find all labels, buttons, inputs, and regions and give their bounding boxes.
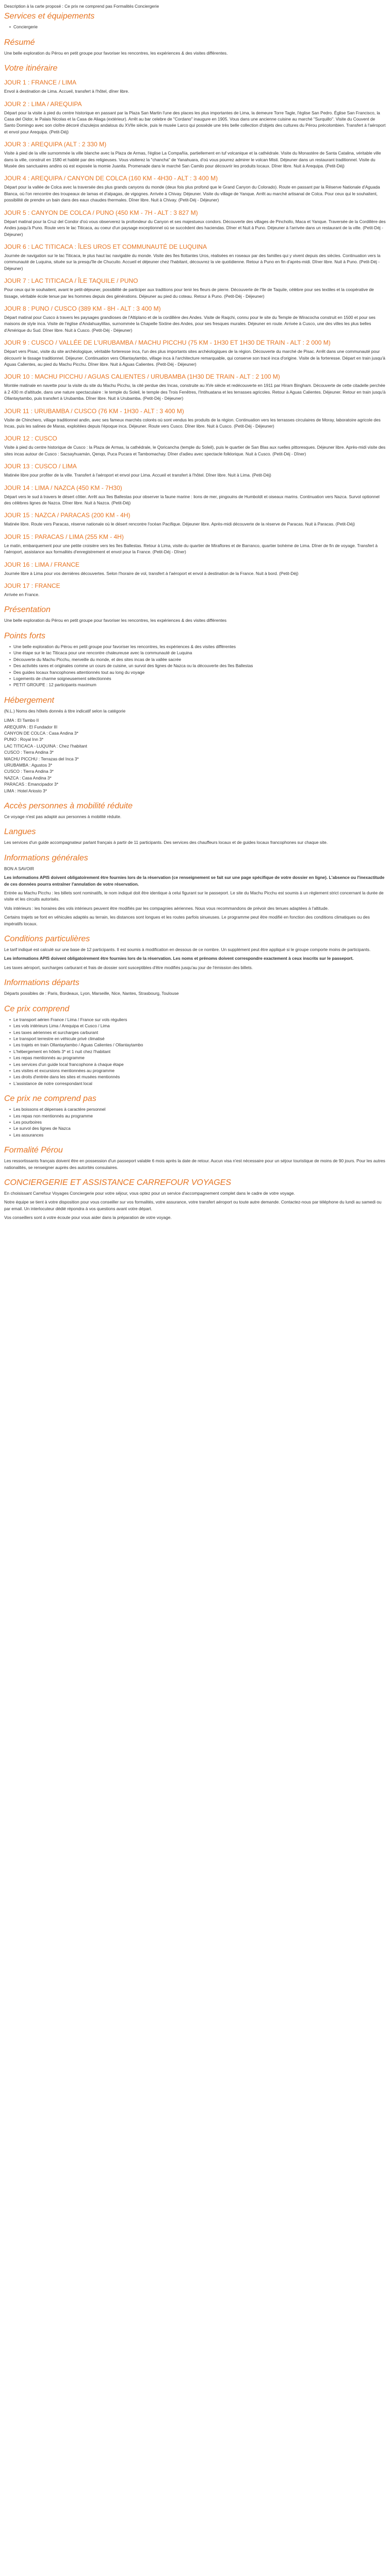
services-list — [4, 24, 387, 30]
departs-section — [4, 978, 387, 996]
prix-ne-comprend-section — [4, 1094, 387, 1138]
points-forts-item: • Une étape sur le lac Titicaca pour une rencontre chaleureuse avec la communauté de Luquina — [9, 650, 387, 656]
departs-text: Départs possibles de : Paris, Bordeaux, Lyon, Marseille, Nice, Nantes, Strasbourg, Toulouse — [4, 991, 179, 996]
services-title: Services et équipements — [4, 12, 95, 21]
day-block — [4, 561, 387, 577]
day-block — [4, 463, 387, 478]
day-title: JOUR 1 : FRANCE / LIMA — [4, 79, 77, 87]
infos-voyage-paragraphs — [4, 955, 387, 971]
hotel-item: LAC TITICACA - LUQUINA : Chez l'habitant — [4, 743, 87, 749]
resume-section — [4, 38, 387, 56]
conciergerie-paragraph: En choisissant Carrefour Voyages Conciergerie pour votre séjour, vous optez pour un service d'accompagnement complet dans le cadre de votre voyage. — [4, 1191, 295, 1196]
day-block — [4, 373, 387, 401]
prix-ne-comprend-item: • Les pourboires — [9, 1119, 387, 1125]
prix-comprend-item: • Les visites et excursions mentionnées au programme — [9, 1067, 387, 1074]
day-title: JOUR 3 : AREQUIPA (ALT : 2 330 M) — [4, 141, 107, 148]
infos-generales-paragraph: Vols intérieurs : les horaires des vols intérieurs peuvent être modifiés par les compagnies aériennes. Nous vous recommandons de prévoir des tenues adaptées à l'altitude. — [4, 905, 329, 911]
day-block — [4, 100, 387, 135]
day-block — [4, 175, 387, 203]
prix-comprend-section — [4, 1004, 387, 1087]
day-block — [4, 484, 387, 506]
page — [0, 0, 391, 1221]
day-text: Matinée libre. Route vers Paracas, réserve nationale où le désert rencontre l'océan Pacifique. Déjeuner libre. Après-midi découverte de la réserve de Paracas. Nuit à Paracas. (Petit-Déj) — [4, 521, 355, 527]
conciergerie-section — [4, 1178, 387, 1221]
day-text: Pour ceux qui le souhaitent, avant le petit-déjeuner, possibilité de participer aux traditions pour tenir les fleurs de pierre. Découverte de l'île de Taquile, célèbre pour ses textiles et la coopérative de tissage, véritable école tenue par les hommes depuis des générations. Déjeuner au pied du coteau. Retour à Puno. (Petit-Déj - Déjeuner) — [4, 287, 374, 299]
day-text: Envol à destination de Lima. Accueil, transfert à l'hôtel, dîner libre. — [4, 89, 129, 94]
day-block — [4, 582, 387, 598]
day-block — [4, 209, 387, 238]
points-forts-section — [4, 631, 387, 688]
prix-comprend-item: • Les services d'un guide local francophone à chaque étape — [9, 1061, 387, 1067]
infos-generales-paragraphs — [4, 874, 387, 927]
prix-comprend-item: • Le transport terrestre en véhicule privé climatisé — [9, 1036, 387, 1042]
points-forts-item: • Une belle exploration du Pérou en petit groupe pour favoriser les rencontres, les expériences & des visites différentes — [9, 643, 387, 650]
day-title: JOUR 8 : PUNO / CUSCO (389 KM - 8H - ALT : 3 400 M) — [4, 304, 161, 312]
prix-comprend-item: • Les trajets en train Ollantaytambo / Aguas Calientes / Ollantaytambo — [9, 1042, 387, 1048]
day-title: JOUR 12 : CUSCO — [4, 435, 57, 443]
formalites-title: Formalité Pérou — [4, 1146, 63, 1155]
day-text: Départ pour la visite à pied du centre historique en passant par la Plaza San Martin l'une des places les plus importantes de Lima, la demeure Torre Tagle, l'église San Pedro. Église San Francisco, la Casa del Oidor, le Palais Nicolas et la Casa de Aliaga (extérieur). Arrêt au bar celebre de "Cordano" inaugure en 1905. Vous dans une ancienne cuisine au marché "Surquillo". Visite du Couvent de Santo Domingo avec son cloître décoré d'azulejos andalous du XVIIe siècle, puis le musée Larco qui possède une très belle collection d'objets des cultures du Pérou précolombien. Transfert à l'aéroport et envol pour Arequipa. (Petit-Déj) — [4, 110, 386, 134]
day-title: JOUR 2 : LIMA / AREQUIPA — [4, 100, 82, 108]
day-text: Départ vers le sud à travers le désert côtier. Arrêt aux îles Ballestas pour observer la faune marine : lions de mer, pingouins de Humboldt et oiseaux marins. Continuation vers Nazca. Survol optionnel des célèbres lignes de Nazca. Dîner libre. Nuit à Nazca. (Petit-Déj) — [4, 494, 380, 506]
day-text: Le matin, embarquement pour une petite croisière vers les îles Ballestas. Retour à Lima, visite du quartier de Miraflores et de Barranco, quartier bohème de Lima. Dîner de fin de voyage. Transfert à l'aéroport, assistance aux formalités d'enregistrement et envol pour la France. (Petit-Déj - Dîner) — [4, 543, 378, 555]
day-title: JOUR 7 : LAC TITICACA / ÎLE TAQUILE / PUNO — [4, 277, 138, 285]
prix-comprend-item: • Les vols intérieurs Lima / Arequipa et Cusco / Lima — [9, 1023, 387, 1029]
prix-ne-comprend-item: • Les repas non mentionnés au programme — [9, 1113, 387, 1119]
mobilite-text: Ce voyage n'est pas adapté aux personnes à mobilité réduite. — [4, 814, 122, 819]
day-block — [4, 435, 387, 457]
points-forts-list — [4, 643, 387, 688]
day-text: Matinée libre pour profiter de la ville. Transfert à l'aéroport et envol pour Lima. Accueil et transfert à l'hôtel. Dîner libre. Nuit à Lima. (Petit-Déj) — [4, 472, 271, 478]
day-text: Départ vers Pisac, visite du site archéologique, véritable forteresse inca, l'un des plus importants sites archéologiques de la région. Découverte du marché de Pisac. Arrêt dans une communauté pour découvrir le tissage traditionnel. Déjeuner. Continuation vers Ollantaytambo, village inca à l'architecture remarquable, qui conserve son tracé inca d'origine. Visite de la forteresse. Départ en train jusqu'à Aguas Calientes, au pied du Machu Picchu. Dîner libre. Nuit à Aguas Calientes. (Petit-Déj - Déjeuner) — [4, 349, 385, 367]
day-title: JOUR 9 : CUSCO / VALLÉE DE L'URUBAMBA / MACHU PICCHU (75 KM - 1H30 ET 1H30 DE TRAIN - ALT : 2 000 M) — [4, 339, 331, 347]
mobilite-title: Accès personnes à mobilité réduite — [4, 802, 133, 810]
day-title: JOUR 15 : NAZCA / PARACAS (200 KM - 4H) — [4, 512, 131, 519]
day-title: JOUR 10 : MACHU PICCHU / AGUAS CALIENTES / URUBAMBA (1H30 DE TRAIN - ALT : 2 100 M) — [4, 373, 280, 381]
prix-ne-comprend-item: • Les assurances — [9, 1132, 387, 1138]
itinerary-title: Votre itinéraire — [4, 64, 58, 73]
infos-generales-paragraph: Entrée au Machu Picchu : les billets sont nominatifs, le nom indiqué doit être identique à celui figurant sur le passeport. Le site du Machu Picchu est soumis à un règlement strict concernant la durée de visite et les circuits autorisés. — [4, 890, 384, 902]
conciergerie-paragraph: Notre équipe se tient à votre disposition pour vous conseiller sur vos formalités, votre assurance, votre transfert aéroport ou toute autre demande. Contactez-nous par téléphone du lundi au samedi ou par email. Un interlocuteur dédié répondra à vos questions avant votre départ. — [4, 1199, 382, 1211]
day-text: Départ matinal pour la Cruz del Condor d'où vous observerez la profondeur du Canyon et ses majestueux condors. Découverte des villages de Pinchollo, Maca et Yanque. Traversée de la Cordillère des Andes jusqu'à Puno. Route vers le lac Titicaca, au coeur d'un paysage exceptionnel où se succèdent des haciendas. Dîner et Nuit à Puno. Déjeuner à l'arrivée dans un restaurant de la ville. (Petit-Déj - Déjeuner) — [4, 218, 386, 237]
day-text: Journée de navigation sur le lac Titicaca, le plus haut lac navigable du monde. Visite des îles flottantes Uros, réalisées en roseaux par des familles qui y vivent depuis des siècles. Continuation vers la communauté de Luquina, située sur la presqu'île de Chucuito. Accueil et déjeuner chez l'habitant, découvrez la vie quotidienne. Retour à Puno en fin d'après-midi. Dîner libre. Nuit à Puno. (Petit-Déj - Déjeuner) — [4, 252, 381, 271]
itinerary-days — [4, 79, 387, 598]
conciergerie-paragraph: Vos conseillers sont à votre écoute pour vous aider dans la préparation de votre voyage. — [4, 1215, 172, 1221]
hebergement-title: Hébergement — [4, 696, 54, 705]
day-block — [4, 339, 387, 367]
points-forts-item: • Des activités rares et originales comme un cours de cuisine, un survol des lignes de Nazca ou la découverte des îles Ballestas — [9, 663, 387, 669]
day-block — [4, 79, 387, 94]
day-title: JOUR 5 : CANYON DE COLCA / PUNO (450 KM - 7H - ALT : 3 827 M) — [4, 209, 198, 216]
hotel-item: PARACAS : Emancipador 3* — [4, 782, 58, 787]
prix-comprend-item: • Les repas mentionnés au programme — [9, 1055, 387, 1061]
infos-generales-title: Informations générales — [4, 853, 88, 862]
hotel-item: PUNO : Royal Inn 3* — [4, 737, 44, 742]
day-text: Journée libre à Lima pour vos dernières découvertes. Selon l'horaire de vol, transfert à l'aéroport et envol à destination de la France. Nuit à bord. (Petit-Déj) — [4, 570, 299, 576]
prix-ne-comprend-list — [4, 1106, 387, 1138]
day-text: Arrivée en France. — [4, 592, 40, 598]
points-forts-item: • Des guides locaux francophones attentionnés tout au long du voyage — [9, 669, 387, 675]
mobilite-section — [4, 801, 387, 820]
hotel-item: URUBAMBA : Agustos 3* — [4, 762, 53, 768]
hotel-item: LIMA : El Tambo II — [4, 718, 39, 723]
intro-line: Description à la carte proposé : Ce prix ne comprend pas Formalités Conciergerie — [4, 4, 159, 9]
day-text: Montée matinale en navette pour la visite du site du Machu Picchu, la cité perdue des Incas, construite au XVe siècle et redécouverte en 1911 par Hiram Bingham. Découverte de cette citadelle perchée à 2 430 m d'altitude, dans une nature spectaculaire : le temple du Soleil, le temple des Trois Fenêtres, l'Intihuatana et les terrasses agricoles. Retour à Aguas Calientes. Déjeuner. Retour en train jusqu'à Ollantaytambo, puis transfert à Urubamba. Dîner libre. Nuit à Urubamba. (Petit-Déj - Déjeuner) — [4, 383, 386, 401]
prix-ne-comprend-item: • Le survol des lignes de Nazca — [9, 1125, 387, 1131]
prix-comprend-list — [4, 1016, 387, 1087]
hotel-item: CANYON DE COLCA : Casa Andina 3* — [4, 730, 78, 736]
infos-voyage-paragraph: Les taxes aéroport, surcharges carburant et frais de dossier sont susceptibles d'être modifiés jusqu'au jour de l'émission des billets. — [4, 964, 253, 970]
points-forts-item: • PETIT GROUPE : 12 participants maximum — [9, 682, 387, 688]
hotel-item: AREQUIPA : El Fundador III — [4, 724, 58, 730]
day-text: Visite de Chinchero, village traditionnel andin, avec ses fameux marchés colorés où sont vendus les produits de la région. Continuation vers les terrasses circulaires de Moray, laboratoire agricole des Incas, puis les salines de Maras, exploitées depuis l'époque inca. Déjeuner. Route vers Cusco. Dîner libre. Nuit à Cusco. (Petit-Déj - Déjeuner) — [4, 417, 381, 429]
day-title: JOUR 17 : FRANCE — [4, 582, 60, 590]
infos-voyage-paragraph: Les informations APIS doivent obligatoirement être fournies lors de la réservation. Les noms et prénoms doivent correspondre exactement à ceux inscrits sur le passeport. — [4, 956, 354, 961]
itinerary-section — [4, 63, 387, 598]
langues-text: Les services d'un guide accompagnateur parlant français à partir de 11 participants. Des services des chauffeurs locaux et de guides locaux francophones sur chaque site. — [4, 840, 328, 845]
day-title: JOUR 14 : LIMA / NAZCA (450 KM - 7H30) — [4, 484, 122, 492]
infos-generales-paragraph: Les informations APIS doivent obligatoirement être fournies lors de la réservation (ce renseignement se fait sur une page spécifique de votre dossier en ligne). L'absence ou l'inexactitude de ces données pourra entraîner l'annulation de votre réservation. — [4, 875, 385, 887]
hotel-item: NAZCA : Casa Andina 3* — [4, 775, 52, 781]
day-title: JOUR 16 : LIMA / FRANCE — [4, 561, 80, 568]
prix-comprend-item: • L'assistance de notre correspondant local — [9, 1080, 387, 1087]
conditions-text: Le tarif indiqué est calculé sur une base de 12 participants. Il est soumis à modification en dessous de ce nombre. Un supplément peut être appliqué si le groupe comporte moins de participants. — [4, 947, 371, 953]
hotel-item: MACHU PICCHU : Terrazas del Inca 3* — [4, 756, 79, 761]
infos-generales-paragraph: Certains trajets se font en véhicules adaptés au terrain, les distances sont longues et les routes parfois sinueuses. Le programme peut être modifié en fonction des conditions climatiques ou des impératifs locaux. — [4, 914, 370, 926]
formalites-text: Les ressortissants français doivent être en possession d'un passeport valable 6 mois après la date de retour. Aucun visa n'est nécessaire pour un séjour touristique de moins de 90 jours. Pour les autres nationalités, se renseigner auprès des autorités consulaires. — [4, 1158, 385, 1170]
prix-comprend-item: • Les droits d'entrée dans les sites et musées mentionnés — [9, 1074, 387, 1080]
day-block — [4, 243, 387, 272]
formalites-section — [4, 1145, 387, 1171]
day-text: Départ matinal pour Cusco à travers les paysages grandioses de l'Altiplano et de la cordillère des Andes. Visite de Raqchi, connu pour le site du Temple de Wiracocha construit en 1500 et pour ses maisons de style inca. Visite de l'église d'Andahuaylillas, surnommée la Chapelle Sixtine des Andes, pour ses fresques murales. Déjeuner en route. Arrivée à Cusco, une des villes les plus belles d'Amérique du Sud. Dîner libre. Nuit à Cusco. (Petit-Déj - Déjeuner) — [4, 314, 376, 333]
departs-title: Informations départs — [4, 978, 79, 988]
day-block — [4, 408, 387, 430]
day-title: JOUR 15 : PARACAS / LIMA (255 KM - 4H) — [4, 533, 124, 540]
hotel-list — [4, 717, 387, 794]
day-block — [4, 277, 387, 299]
day-text: Visite à pied de la ville surnommée la ville blanche avec la Plaza de Armas, l'église La Compañía, partiellement en tuf volcanique et la cathédrale. Visite du Monastère de Santa Catalina, véritable ville dans la ville, construit en 1580 et habité par des religieuses. Vous visiterez la "chancha" de Yanahuara, d'où vous pourrez admirer le volcan Misti. Déjeuner dans un restaurant traditionnel. Visite du Musée des sanctuaires andins où est exposée la momie Juanita. Promenade dans le marché San Camilo pour découvrir les produits locaux. Dîner libre. Nuit à Arequipa. (Petit-Déj) — [4, 150, 381, 169]
infos-generales-subtitle: BON A SAVOIR — [4, 866, 34, 871]
day-block — [4, 533, 387, 555]
day-block — [4, 141, 387, 169]
hotel-item: LIMA : Hotel Ariosto 3* — [4, 788, 47, 793]
hotel-item: CUSCO : Tierra Andina 3* — [4, 769, 54, 774]
hebergement-section — [4, 696, 387, 794]
langues-title: Langues — [4, 827, 36, 837]
langues-section — [4, 827, 387, 845]
day-block — [4, 305, 387, 333]
day-title: JOUR 13 : CUSCO / LIMA — [4, 463, 77, 470]
services-section — [4, 11, 387, 30]
hotel-item: CUSCO : Tierra Andina 3* — [4, 750, 54, 755]
prix-comprend-item: • Les taxes aériennes et surcharges carburant — [9, 1029, 387, 1036]
conditions-title: Conditions particulières — [4, 935, 90, 944]
hebergement-text: (N.L.) Noms des hôtels donnés à titre indicatif selon la catégorie — [4, 708, 126, 714]
day-title: JOUR 4 : AREQUIPA / CANYON DE COLCA (160 KM - 4H30 - ALT : 3 400 M) — [4, 175, 218, 182]
presentation-text: Une belle exploration du Pérou en petit groupe pour favoriser les rencontres, les expériences & des visites différentes — [4, 618, 227, 623]
points-forts-title: Points forts — [4, 631, 46, 640]
conciergerie-paragraphs — [4, 1190, 387, 1221]
presentation-section — [4, 605, 387, 623]
day-title: JOUR 11 : URUBAMBA / CUSCO (76 KM - 1H30 - ALT : 3 400 M) — [4, 407, 184, 415]
points-forts-item: • Découverte du Machu Picchu, merveille du monde, et des sites incas de la vallée sacrée — [9, 656, 387, 663]
points-forts-item: • Logements de charme soigneusement sélectionnés — [9, 675, 387, 682]
resume-text: Une belle exploration du Pérou en petit groupe pour favoriser les rencontres, les expériences & des visites différentes. — [4, 50, 228, 56]
day-text: Départ pour la vallée de Colca avec la traversée des plus grands canyons du monde (deux fois plus profond que le Grand Canyon du Colorado). Route en passant par la Réserve Nationale d'Aguada Blanca, où l'on rencontre des troupeaux de lamas et d'alpagas, de vigognes. Arrivée à Chivay. Déjeuner. Visite du village de Yanque. Arrêt au marché artisanal de Colca. Pour ceux qui le souhaitent, possibilité de prendre un bain dans des eaux chaudes thermales. Dîner libre. Nuit à Chivay. (Petit-Déj - Déjeuner) — [4, 184, 380, 203]
prix-ne-comprend-item: • Les boissons et dépenses à caractère personnel — [9, 1106, 387, 1112]
conciergerie-title: CONCIERGERIE ET ASSISTANCE CARREFOUR VOYAGES — [4, 1178, 232, 1187]
day-text: Visite à pied du centre historique de Cusco : la Plaza de Armas, la cathédrale, le Qoricancha (temple du Soleil), puis le quartier de San Blas aux ruelles pittoresques. Déjeuner libre. Après-midi visite des sites incas autour de Cusco : Sacsayhuamán, Qenqo, Puca Pucara et Tambomachay. Dîner d'adieu avec spectacle folklorique. Nuit à Cusco. (Petit-Déj - Dîner) — [4, 445, 386, 456]
resume-title: Résumé — [4, 38, 35, 47]
infos-generales-section — [4, 853, 387, 927]
services-item: • Conciergerie — [9, 24, 387, 30]
day-title: JOUR 6 : LAC TITICACA : ÎLES UROS ET COMMUNAUTÉ DE LUQUINA — [4, 243, 207, 250]
prix-ne-comprend-title: Ce prix ne comprend pas — [4, 1094, 96, 1104]
prix-comprend-title: Ce prix comprend — [4, 1004, 70, 1013]
day-block — [4, 512, 387, 527]
prix-comprend-item: • L'hébergement en hôtels 3* et 1 nuit chez l'habitant — [9, 1048, 387, 1055]
presentation-title: Présentation — [4, 605, 51, 615]
prix-comprend-item: • Le transport aérien France / Lima / France sur vols réguliers — [9, 1016, 387, 1023]
conditions-section — [4, 934, 387, 971]
